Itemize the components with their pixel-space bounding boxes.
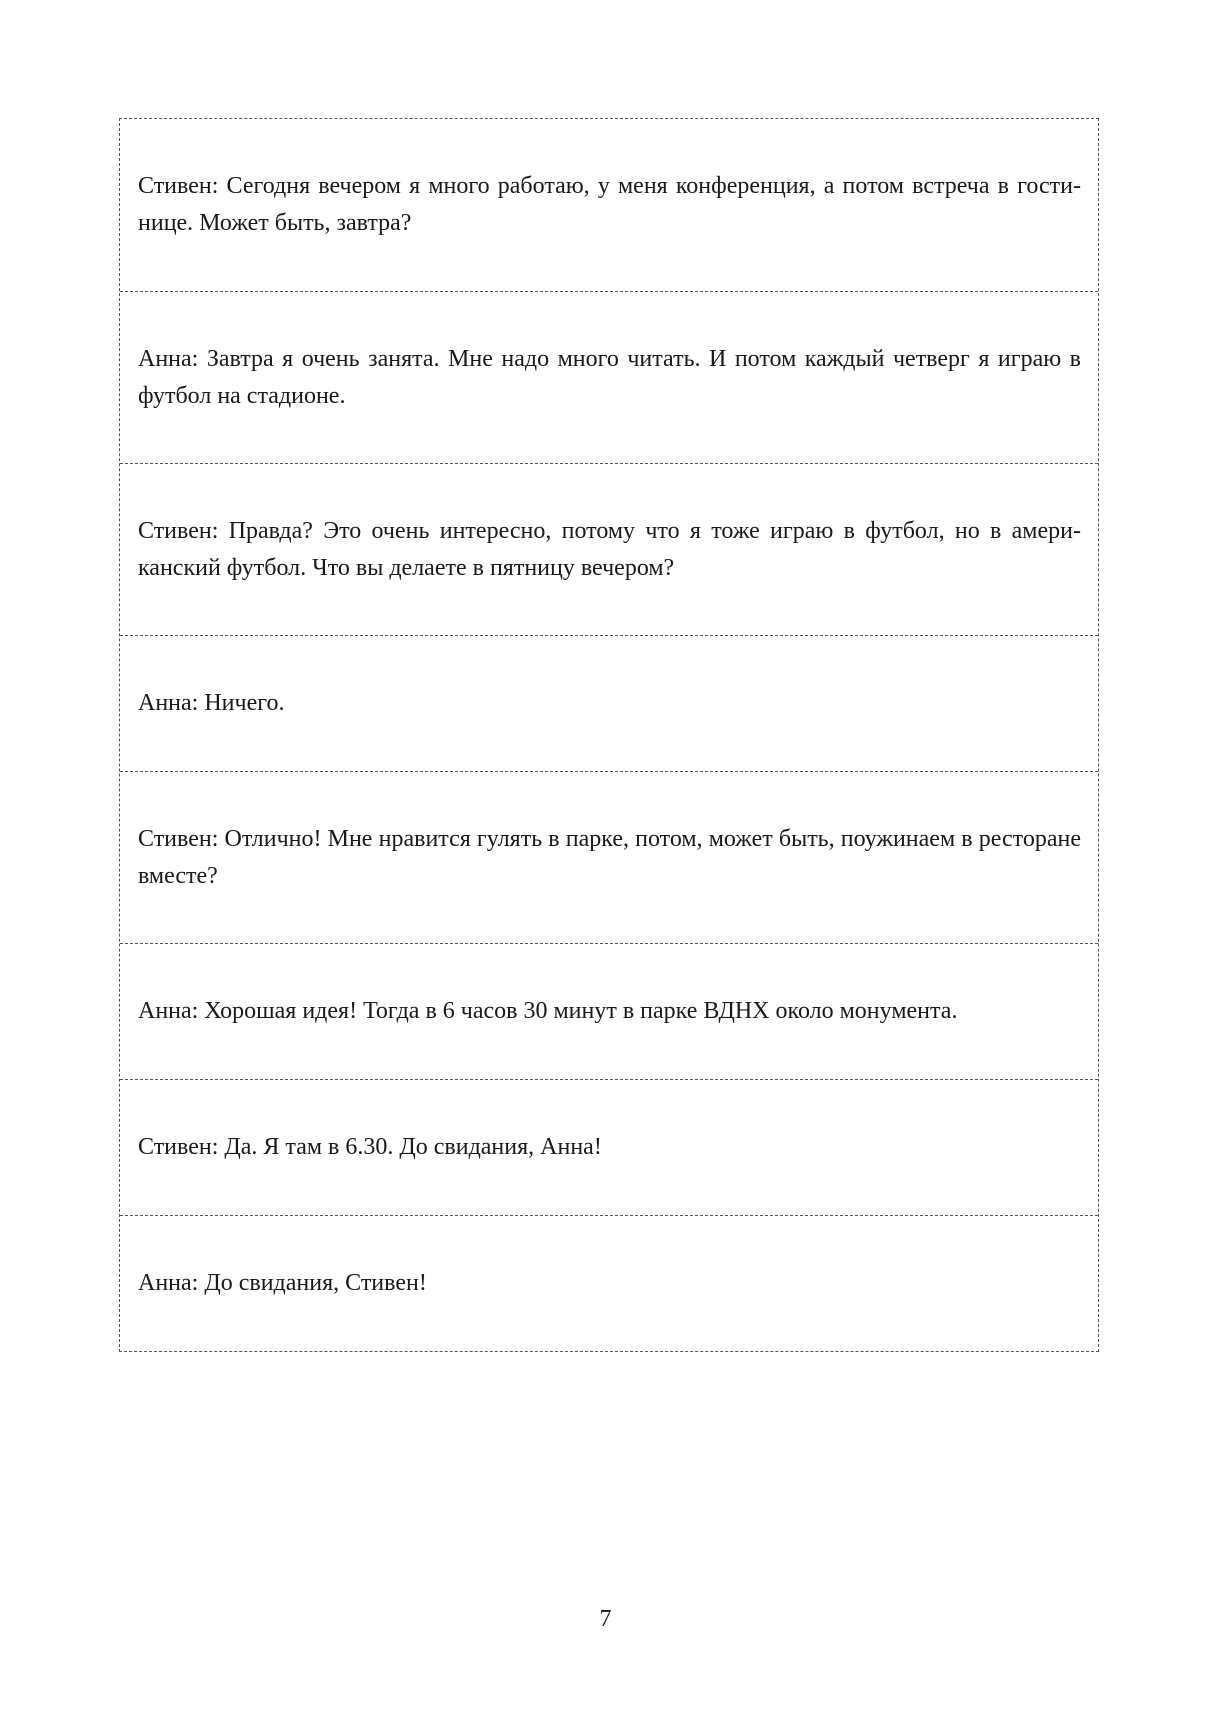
page-number: 7 <box>599 1606 612 1632</box>
dialogue-card <box>120 119 1098 291</box>
dialogue-line: Стивен: Отлично! Мне нравится гулять в парке, потом, может быть, поужинаем в ресторане вместе? <box>138 825 1081 889</box>
dialogue-line: Анна: Завтра я очень занята. Мне надо много читать. И потом каждый четверг я играю в футбол на стадионе. <box>138 345 1081 409</box>
dialogue-card <box>120 943 1098 1079</box>
dialogue-line: Анна: Хорошая идея! Тогда в 6 часов 30 минут в парке ВДНХ около монумента. <box>138 998 958 1024</box>
dialogue-card-list <box>119 118 1099 1352</box>
dialogue-card <box>120 291 1098 463</box>
dialogue-line: Стивен: Сегодня вечером я много работаю, у меня конференция, а потом встреча в гостинице. Может быть, завтра? <box>138 173 1081 236</box>
dialogue-card <box>120 635 1098 771</box>
dialogue-line: Анна: Ничего. <box>138 690 285 716</box>
dialogue-line: Стивен: Правда? Это очень интересно, потому что я тоже играю в футбол, но в американский футбол. Что вы делаете в пятницу вечером? <box>138 517 1081 581</box>
dialogue-line: Стивен: Да. Я там в 6.30. До свидания, Анна! <box>138 1134 602 1160</box>
dialogue-card <box>120 771 1098 943</box>
dialogue-card <box>120 1215 1098 1351</box>
dialogue-line: Анна: До свидания, Стивен! <box>138 1270 427 1296</box>
dialogue-card <box>120 1079 1098 1215</box>
dialogue-card <box>120 463 1098 635</box>
